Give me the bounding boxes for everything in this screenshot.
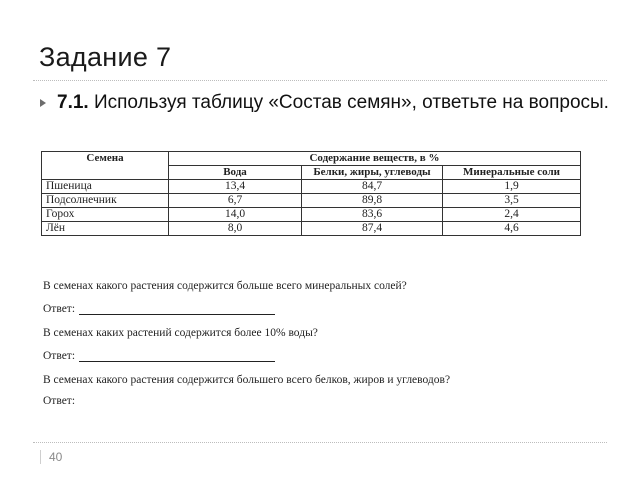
row-water: 14,0 [169,208,302,222]
title-divider [33,80,607,81]
row-name: Подсолнечник [42,194,169,208]
answer-line [79,303,275,315]
question-1: В семенах какого растения содержится больше всего минеральных солей? [43,280,407,292]
table-row [42,194,581,208]
row-name: Лён [42,222,169,236]
header-minerals: Минеральные соли [443,166,581,180]
row-nutrients: 84,7 [302,180,443,194]
row-name: Горох [42,208,169,222]
header-water: Вода [169,166,302,180]
slide-title: Задание 7 [39,42,172,72]
task-instruction: Используя таблицу «Состав семян», ответьте на вопросы. [88,92,609,113]
row-nutrients: 89,8 [302,194,443,208]
answer-line [79,350,275,362]
task-text [57,90,617,116]
table-header-row [42,152,581,166]
row-minerals: 4,6 [443,222,581,236]
question-3: В семенах какого растения содержится большего всего белков, жиров и углеводов? [43,374,451,386]
row-nutrients: 83,6 [302,208,443,222]
table-row [42,180,581,194]
row-minerals: 3,5 [443,194,581,208]
worksheet-image [41,151,581,405]
row-water: 13,4 [169,180,302,194]
bullet-arrow-icon [40,99,46,107]
row-name: Пшеница [42,180,169,194]
table-row [42,208,581,222]
page-number: 40 [49,450,63,464]
row-water: 8,0 [169,222,302,236]
header-nutrients: Белки, жиры, углеводы [302,166,443,180]
footer-tick [40,450,41,464]
task-number: 7.1. [57,92,89,113]
seed-composition-table [41,151,581,236]
row-minerals: 2,4 [443,208,581,222]
footer-divider [33,442,607,443]
header-content: Содержание веществ, в % [169,152,581,166]
answer-label: Ответ: [43,350,76,362]
row-minerals: 1,9 [443,180,581,194]
answer-3 [43,395,75,405]
row-water: 6,7 [169,194,302,208]
table-row [42,222,581,236]
answer-label: Ответ: [43,303,76,315]
answer-1 [43,303,275,315]
question-2: В семенах каких растений содержится более 10% воды? [43,327,318,339]
header-seeds: Семена [42,152,169,180]
answer-label: Ответ: [43,395,76,405]
answer-2 [43,350,275,362]
row-nutrients: 87,4 [302,222,443,236]
